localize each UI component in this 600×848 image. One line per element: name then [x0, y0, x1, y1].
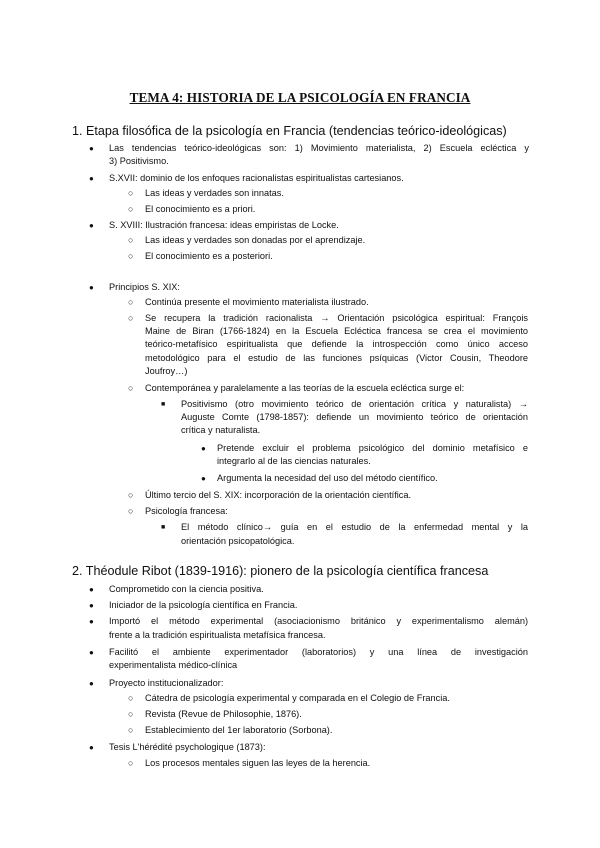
list-item: Comprometido con la ciencia positiva. [109, 584, 264, 594]
list-item: S. XVIII: Ilustración francesa: ideas empiristas de Locke. [109, 220, 339, 230]
circle-bullet-icon: ○ [128, 758, 134, 768]
square-bullet-icon: ■ [161, 401, 166, 408]
list-item: Tesis L'hérédité psychologique (1873): [109, 742, 266, 752]
bullet-icon: ● [89, 221, 94, 230]
bullet-icon: ● [89, 174, 94, 183]
sub-item: El conocimiento es a posteriori. [145, 251, 273, 261]
sub-item: Los procesos mentales siguen las leyes de la herencia. [145, 758, 371, 768]
sub-item: Contemporánea y paralelamente a las teorías de la escuela ecléctica surge el: [145, 383, 465, 393]
circle-bullet-icon: ○ [128, 709, 134, 719]
list-item-cont: experimentalista médico-clínica [109, 660, 238, 670]
detail-item: Argumenta la necesidad del uso del método científico. [217, 473, 438, 483]
list-item: Iniciador de la psicología científica en Francia. [109, 600, 298, 610]
bullet-icon: ● [89, 585, 94, 594]
bullet-icon: ● [89, 617, 94, 626]
sub-item: Psicología francesa: [145, 506, 228, 516]
bullet-icon: ● [89, 679, 94, 688]
list-item: Las tendencias teórico-ideológicas son: 1) Movimiento materialista, 2) Escuela ecléctica y [109, 143, 529, 153]
sub-item-cont: Joufroy…) [145, 366, 188, 376]
section-1-heading: 1. Etapa filosófica de la psicología en Francia (tendencias teórico-ideológicas) [72, 124, 507, 138]
list-item-cont: frente a la tradición espiritualista metafísica francesa. [109, 630, 326, 640]
sub-sub-item: Positivismo (otro movimiento teórico de orientación crítica y naturalista) → [181, 399, 528, 409]
circle-bullet-icon: ○ [128, 383, 134, 393]
circle-bullet-icon: ○ [128, 297, 134, 307]
list-item: Principios S. XIX: [109, 282, 180, 292]
sub-sub-item-cont: crítica y naturalista. [181, 425, 261, 435]
circle-bullet-icon: ○ [128, 235, 134, 245]
sub-item: Las ideas y verdades son innatas. [145, 188, 284, 198]
sub-item: Cátedra de psicología experimental y comparada en el Colegio de Francia. [145, 693, 450, 703]
circle-bullet-icon: ○ [128, 506, 134, 516]
sub-item: Las ideas y verdades son donadas por el aprendizaje. [145, 235, 366, 245]
sub-item: Se recupera la tradición racionalista → Orientación psicológica espiritual: François [145, 313, 528, 323]
sub-sub-item-cont: Auguste Comte (1798-1857): defiende un movimiento teórico de orientación [181, 412, 528, 422]
sub-sub-item: El método clínico→ guía en el estudio de la enfermedad mental y la [181, 522, 528, 532]
sub-item: Último tercio del S. XIX: incorporación de la orientación científica. [145, 490, 412, 500]
sub-sub-item-cont: orientación psicopatológica. [181, 536, 295, 546]
circle-bullet-icon: ○ [128, 204, 134, 214]
circle-bullet-icon: ○ [128, 693, 134, 703]
bullet-icon: ● [89, 283, 94, 292]
sub-item-cont: Maine de Biran (1766-1824) en la Escuela Ecléctica francesa se crea el movimiento [145, 326, 528, 336]
list-item: Importó el método experimental (asociacionismo británico y experimentalismo alemán) [109, 616, 528, 626]
section-2-heading: 2. Théodule Ribot (1839-1916): pionero de la psicología científica francesa [72, 564, 489, 578]
detail-item: Pretende excluir el problema psicológico del dominio metafísico e [217, 443, 528, 453]
page-title: TEMA 4: HISTORIA DE LA PSICOLOGÍA EN FRANCIA [129, 90, 471, 105]
sub-item: El conocimiento es a priori. [145, 204, 256, 214]
circle-bullet-icon: ○ [128, 251, 134, 261]
bullet-icon: ● [89, 743, 94, 752]
circle-bullet-icon: ○ [128, 725, 134, 735]
bullet-icon: ● [201, 444, 206, 453]
sub-item-cont: teórico-metafísico espiritualista que defiende la introspección como único acceso [145, 339, 528, 349]
square-bullet-icon: ■ [161, 524, 166, 531]
sub-item: Continúa presente el movimiento materialista ilustrado. [145, 297, 369, 307]
list-item: Proyecto institucionalizador: [109, 678, 224, 688]
bullet-icon: ● [89, 601, 94, 610]
list-item: Facilitó el ambiente experimentador (laboratorios) y una línea de investigación [109, 647, 528, 657]
bullet-icon: ● [89, 144, 94, 153]
bullet-icon: ● [89, 648, 94, 657]
list-item: S.XVII: dominio de los enfoques racionalistas espiritualistas cartesianos. [109, 173, 404, 183]
sub-item-cont: metodológico para el estudio de las funciones psíquicas (Victor Cousin, Theodore [145, 353, 528, 363]
list-item-cont: 3) Positivismo. [109, 156, 169, 166]
bullet-icon: ● [201, 474, 206, 483]
sub-item: Establecimiento del 1er laboratorio (Sorbona). [145, 725, 333, 735]
circle-bullet-icon: ○ [128, 490, 134, 500]
circle-bullet-icon: ○ [128, 313, 134, 323]
detail-item-cont: integrarlo al de las ciencias naturales. [217, 456, 371, 466]
sub-item: Revista (Revue de Philosophie, 1876). [145, 709, 302, 719]
circle-bullet-icon: ○ [128, 188, 134, 198]
